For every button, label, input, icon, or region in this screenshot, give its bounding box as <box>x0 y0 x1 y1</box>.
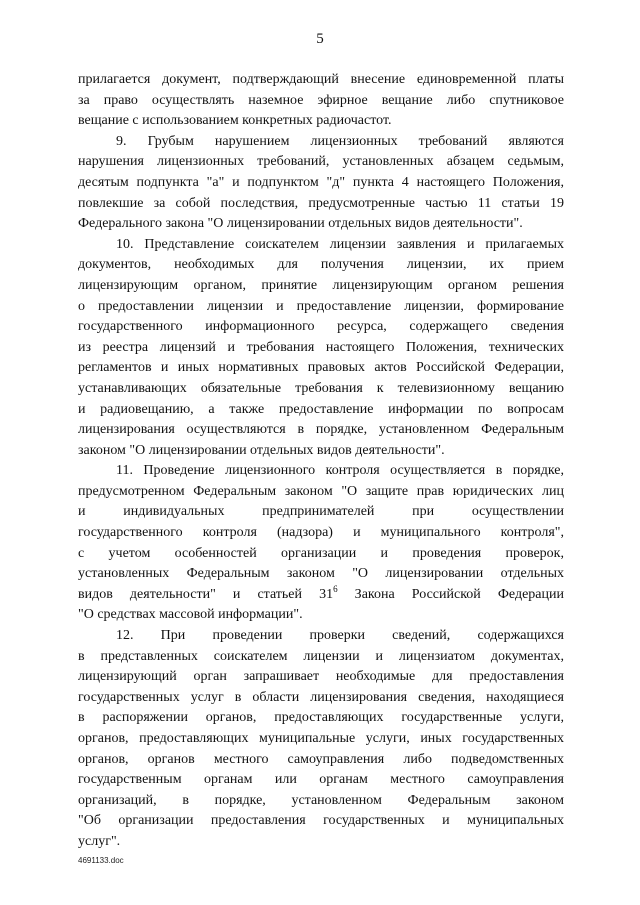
text-line: лицензирующим органом, принятие лицензирующим органом решения <box>78 277 564 293</box>
text-line: из реестра лицензий и требования настоящего Положения, технических <box>78 339 564 355</box>
text-line: государственного контроля (надзора) и муниципального контроля", <box>78 525 564 541</box>
text-line: установленных Федеральным законом "О лицензировании отдельных <box>78 566 564 582</box>
text-line: лицензирования осуществляются в порядке, установленном Федеральным <box>78 422 564 438</box>
text-line: 12. При проведении проверки сведений, содержащихся <box>116 628 564 644</box>
text-line: организаций, в порядке, установленном Федеральным законом <box>78 792 564 808</box>
text-line: и индивидуальных предпринимателей при осуществлении <box>78 504 564 520</box>
text-line: государственного информационного ресурса, содержащего сведения <box>78 319 564 335</box>
text-line: 11. Проведение лицензионного контроля осуществляется в порядке, <box>116 463 564 479</box>
text-line: о предоставлении лицензии и предоставление лицензии, формирование <box>78 298 564 314</box>
text-line: "Об организации предоставления государственных и муниципальных <box>78 813 564 829</box>
text-line: документов, необходимых для получения лицензии, их прием <box>78 257 564 273</box>
text-line: Федерального закона "О лицензировании отдельных видов деятельности". <box>78 216 523 232</box>
paragraph-9 <box>78 132 564 235</box>
text-line: десятым подпункта "а" и подпунктом "д" пункта 4 настоящего Положения, <box>78 174 564 190</box>
text-line: 9. Грубым нарушением лицензионных требований являются <box>116 133 564 149</box>
text-line: 10. Представление соискателем лицензии заявления и прилагаемых <box>116 236 564 252</box>
text-segment: видов деятельности" и статьей 31 <box>78 586 334 602</box>
document-body <box>78 70 564 853</box>
document-filename: 4691133.doc <box>78 856 124 865</box>
text-line: услуг". <box>78 833 121 849</box>
page-number: 5 <box>316 31 324 47</box>
paragraph-12 <box>78 626 564 853</box>
paragraph-11 <box>78 461 564 626</box>
text-line: за право осуществлять наземное эфирное вещание либо спутниковое <box>78 92 564 108</box>
text-line: нарушения лицензионных требований, установленных абзацем седьмым, <box>78 154 564 170</box>
text-line: государственных услуг в области лицензирования сведения, находящиеся <box>78 689 564 705</box>
text-line: вещание с использованием конкретных радиочастот. <box>78 113 392 129</box>
text-line: прилагается документ, подтверждающий внесение единовременной платы <box>78 72 564 87</box>
text-line: в представленных соискателем лицензии и лицензиатом документах, <box>78 648 564 664</box>
text-line-with-superscript <box>78 585 564 606</box>
paragraph-continuation <box>78 70 564 132</box>
text-line: устанавливающих обязательные требования к телевизионному вещанию <box>78 380 564 396</box>
paragraph-10 <box>78 235 564 462</box>
text-segment: Закона Российской Федерации <box>337 586 564 602</box>
text-line: с учетом особенностей организации и проведения проверок, <box>78 545 564 561</box>
text-line: предусмотренном Федеральным законом "О защите прав юридических лиц <box>78 483 564 499</box>
superscript: 6 <box>333 583 338 594</box>
text-line: в распоряжении органов, предоставляющих государственные услуги, <box>78 710 564 726</box>
text-line: органов, предоставляющих муниципальные услуги, иных государственных <box>78 731 564 746</box>
text-line: регламентов и иных нормативных правовых актов Российской Федерации, <box>78 360 564 376</box>
text-line: и радиовещанию, а также предоставление информации по вопросам <box>78 401 564 417</box>
text-line: "О средствах массовой информации". <box>78 607 303 623</box>
text-line: органов, органов местного самоуправления либо подведомственных <box>78 751 564 767</box>
text-line: повлекшие за собой последствия, предусмотренные частью 11 статьи 19 <box>78 195 564 211</box>
text-line: лицензирующий орган запрашивает необходимые для предоставления <box>78 669 564 685</box>
text-line: государственным органам или органам местного самоуправления <box>78 772 564 788</box>
text-line: законом "О лицензировании отдельных видов деятельности". <box>78 442 445 458</box>
